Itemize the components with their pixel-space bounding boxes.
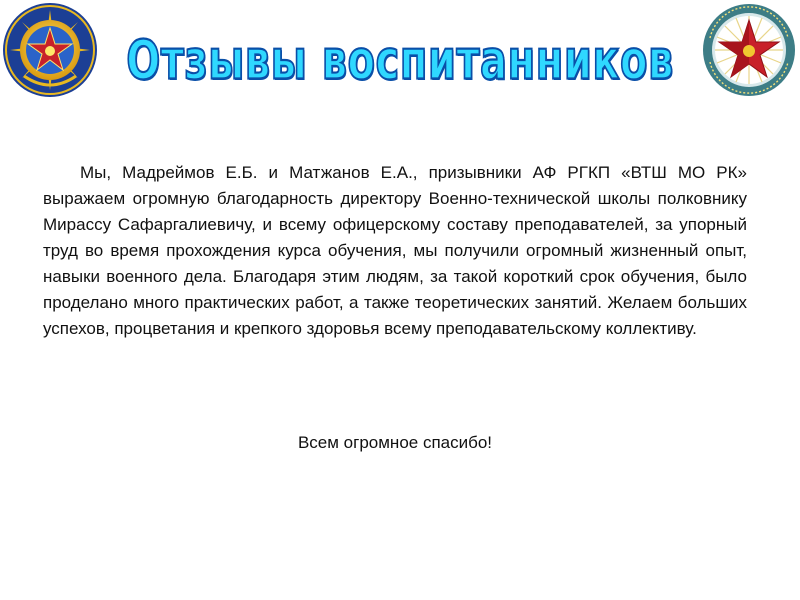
page-title: Отзывы воспитанников (126, 30, 674, 93)
closing-line: Всем огромное спасибо! (297, 433, 493, 452)
testimonial-text (43, 160, 747, 342)
testimonial-paragraph: Мы, Мадреймов Е.Б. и Матжанов Е.А., призывники АФ РГКП «ВТШ МО РК» выражаем огромную благодарность директору Военно-технической школы полковнику Мирассу Сафаргалиевичу, и всему офицерскому составу преподавателей, за упорный труд во время прохождения курса обучения, мы получили огромный жизненный опыт, навыки военного дела. Благодаря этим людям, за такой короткий срок обучения, было проделано много практических работ, а также теоретических занятий. Желаем больших успехов, процветания и крепкого здоровья всему преподавательскому коллективу. (43, 163, 747, 338)
